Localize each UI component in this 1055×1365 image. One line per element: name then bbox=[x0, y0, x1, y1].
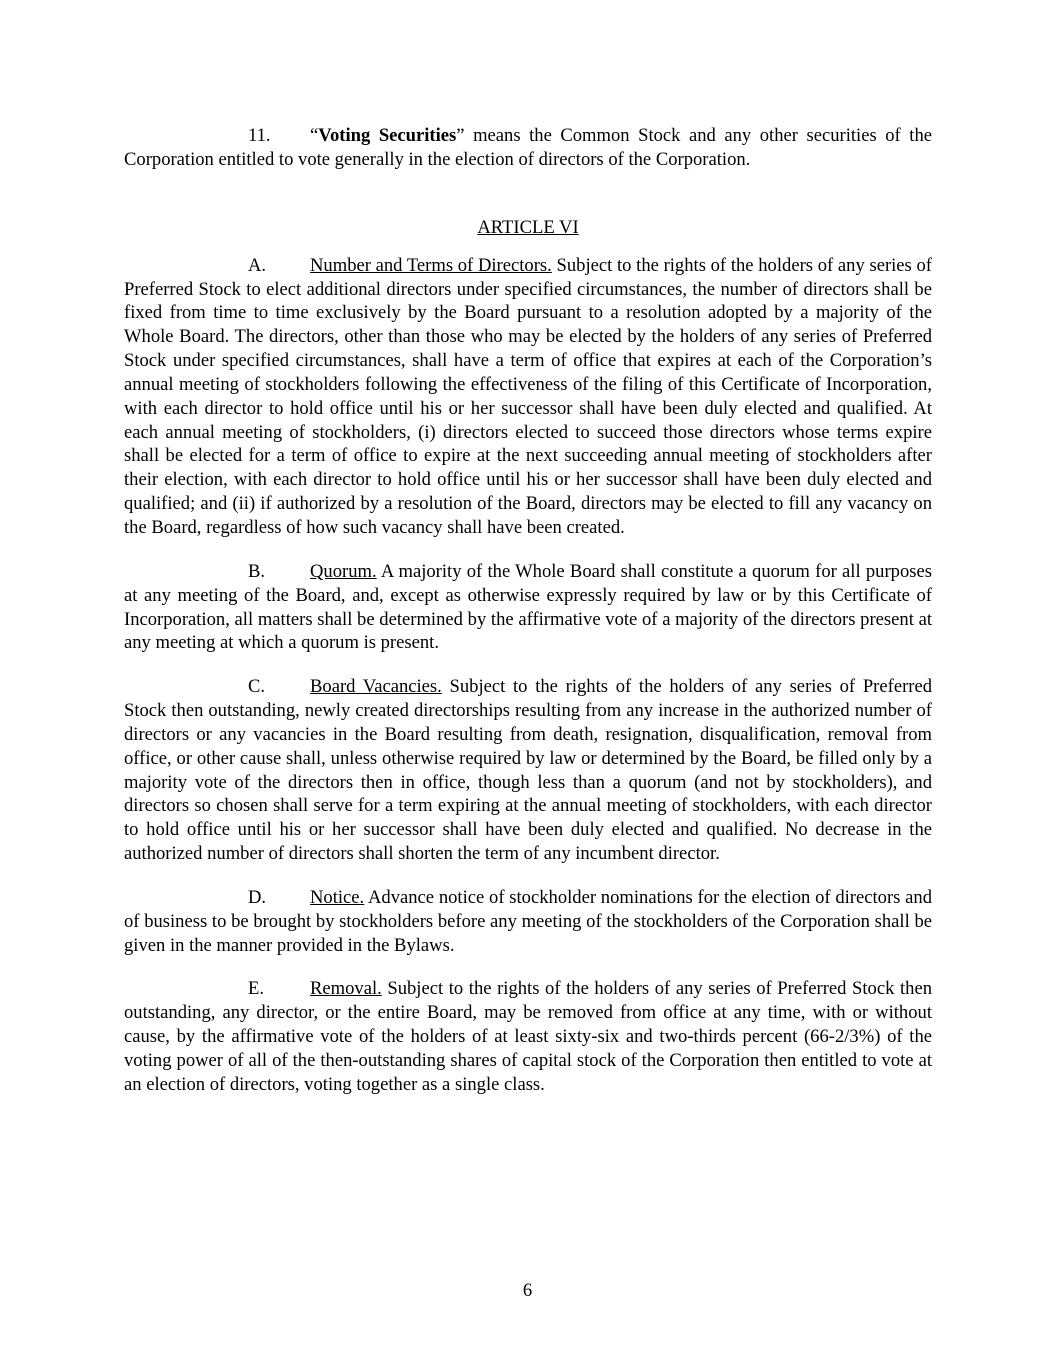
article-title bbox=[124, 216, 932, 240]
paragraph-c-text: Subject to the rights of the holders of any series of Preferred Stock then outstanding, newly created directorships resulting from any increase in the authorized number of directors or any vacancies in the Board resulting from death, resignation, disqualification, removal from office, or other cause shall, unless otherwise required by law or determined by the Board, be filled only by a majority vote of the directors then in office, though less than a quorum (and not by stockholders), and directors so chosen shall serve for a term expiring at the annual meeting of stockholders, with each director to hold office until his or her successor shall have been duly elected and qualified. No decrease in the authorized number of directors shall shorten the term of any incumbent director. bbox=[124, 676, 932, 865]
paragraph-c bbox=[124, 675, 932, 866]
paragraph-e-label: E. bbox=[248, 978, 265, 1000]
paragraph-a-heading: Number and Terms of Directors. bbox=[310, 254, 552, 276]
page-number: 6 bbox=[522, 1280, 533, 1301]
paragraph-b-label: B. bbox=[248, 560, 266, 582]
paragraph-e-heading: Removal. bbox=[310, 978, 382, 1000]
paragraph-d-text: Advance notice of stockholder nominations for the election of directors and of business to be brought by stockholders before any meeting of the stockholders of the Corporation shall be given in the manner provided in the Bylaws. bbox=[124, 886, 932, 956]
paragraph-d-heading: Notice. bbox=[310, 886, 365, 908]
document-page bbox=[124, 124, 932, 1097]
paragraph-a bbox=[124, 254, 932, 540]
paragraph-e bbox=[124, 977, 932, 1096]
article-title-text: ARTICLE VI bbox=[477, 216, 579, 238]
paragraph-b-text: A majority of the Whole Board shall constitute a quorum for all purposes at any meeting of the Board, and, except as otherwise expressly required by law or by this Certificate of Incorporation, all matters shall be determined by the affirmative vote of a majority of the directors present at any meeting at which a quorum is present. bbox=[124, 560, 932, 654]
paragraph-c-heading: Board Vacancies. bbox=[310, 676, 442, 698]
section-11-number: 11. bbox=[248, 125, 271, 146]
paragraph-a-label: A. bbox=[248, 254, 267, 276]
paragraph-b-heading: Quorum. bbox=[310, 560, 377, 582]
paragraph-c-label: C. bbox=[248, 676, 266, 698]
paragraph-d-label: D. bbox=[248, 886, 267, 908]
paragraph-e-text: Subject to the rights of the holders of any series of Preferred Stock then outstanding, any director, or the entire Board, may be removed from office at any time, with or without cause, by the affirmative vote of the holders of at least sixty-six and two-thirds percent (66-2/3%) of the voting power of all of the then-outstanding shares of capital stock of the Corporation then entitled to vote at an election of directors, voting together as a single class. bbox=[124, 978, 932, 1095]
defined-term-voting-securities: Voting Securities bbox=[318, 125, 457, 146]
paragraph-b bbox=[124, 560, 932, 655]
section-11-paragraph bbox=[124, 124, 932, 172]
section-11-text: ” means the Common Stock and any other securities of the Corporation entitled to vote generally in the election of directors of the Corporation. bbox=[124, 125, 932, 170]
open-quote: “ bbox=[310, 125, 319, 146]
paragraph-a-text: Subject to the rights of the holders of any series of Preferred Stock to elect additional directors under specified circumstances, the number of directors shall be fixed from time to time exclusively by the Board pursuant to a resolution adopted by a majority of the Whole Board. The directors, other than those who may be elected by the holders of any series of Preferred Stock under specified circumstances, shall have a term of office that expires at each of the Corporation’s annual meeting of stockholders following the effectiveness of the filing of this Certificate of Incorporation, with each director to hold office until his or her successor shall have been duly elected and qualified. At each annual meeting of stockholders, (i) directors elected to succeed those directors whose terms expire shall be elected for a term of office to expire at the next succeeding annual meeting of stockholders after their election, with each director to hold office until his or her successor shall have been duly elected and qualified; and (ii) if authorized by a resolution of the Board, directors may be elected to fill any vacancy on the Board, regardless of how such vacancy shall have been created. bbox=[124, 254, 932, 538]
paragraph-d bbox=[124, 886, 932, 958]
